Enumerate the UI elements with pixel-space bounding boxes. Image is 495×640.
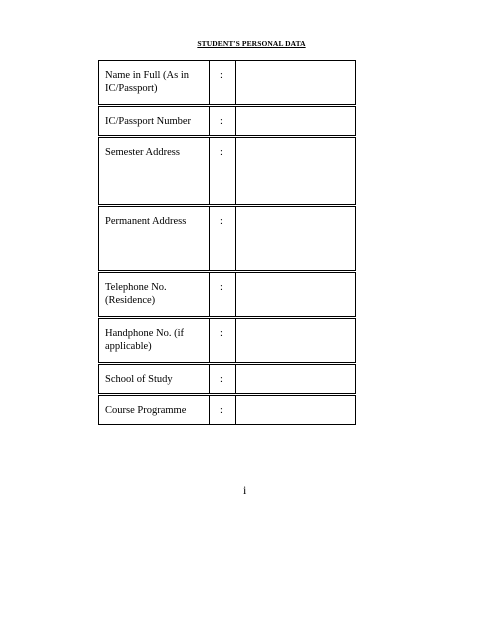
semester-address-field[interactable] bbox=[236, 138, 356, 205]
table-row bbox=[99, 61, 356, 105]
course-programme-label: Course Programme bbox=[99, 396, 210, 425]
table-row bbox=[99, 107, 356, 136]
personal-data-table bbox=[98, 60, 356, 425]
course-programme-field[interactable] bbox=[236, 396, 356, 425]
colon-separator: : bbox=[210, 207, 236, 271]
colon-separator: : bbox=[210, 396, 236, 425]
school-label: School of Study bbox=[99, 365, 210, 394]
colon-separator: : bbox=[210, 319, 236, 363]
handphone-label: Handphone No. (if applicable) bbox=[99, 319, 210, 363]
telephone-field[interactable] bbox=[236, 273, 356, 317]
table-row bbox=[99, 138, 356, 205]
name-field[interactable] bbox=[236, 61, 356, 105]
ic-passport-label: IC/Passport Number bbox=[99, 107, 210, 136]
table-row bbox=[99, 365, 356, 394]
table-row bbox=[99, 396, 356, 425]
colon-separator: : bbox=[210, 365, 236, 394]
handphone-field[interactable] bbox=[236, 319, 356, 363]
table-row bbox=[99, 207, 356, 271]
table-row bbox=[99, 273, 356, 317]
colon-separator: : bbox=[210, 61, 236, 105]
ic-passport-field[interactable] bbox=[236, 107, 356, 136]
semester-address-label: Semester Address bbox=[99, 138, 210, 205]
school-field[interactable] bbox=[236, 365, 356, 394]
colon-separator: : bbox=[210, 273, 236, 317]
table-row bbox=[99, 319, 356, 363]
colon-separator: : bbox=[210, 107, 236, 136]
permanent-address-field[interactable] bbox=[236, 207, 356, 271]
page-title: STUDENT'S PERSONAL DATA bbox=[197, 39, 306, 48]
telephone-label: Telephone No. (Residence) bbox=[99, 273, 210, 317]
permanent-address-label: Permanent Address bbox=[99, 207, 210, 271]
name-label: Name in Full (As in IC/Passport) bbox=[99, 61, 210, 105]
colon-separator: : bbox=[210, 138, 236, 205]
page-number: i bbox=[243, 483, 247, 497]
